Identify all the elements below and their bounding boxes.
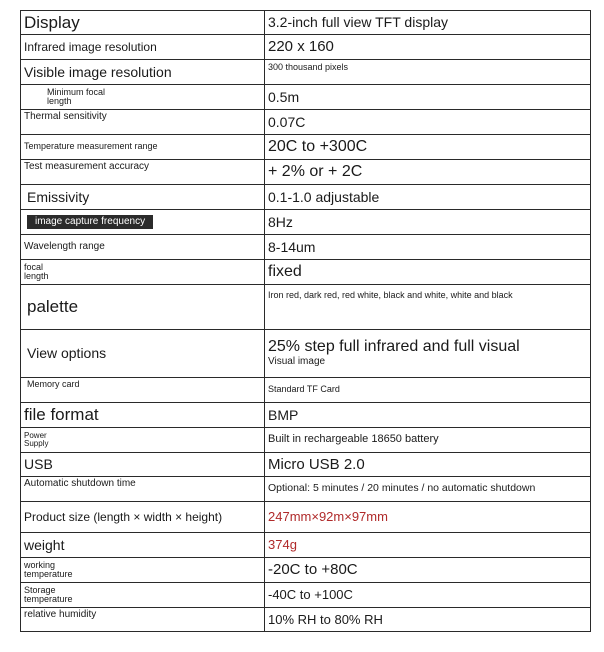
- spec-label: Power Supply: [21, 428, 265, 453]
- spec-label: palette: [21, 285, 265, 330]
- spec-label: Thermal sensitivity: [21, 110, 265, 135]
- spec-label: working temperature: [21, 558, 265, 583]
- spec-value: 3.2-inch full view TFT display: [265, 11, 591, 35]
- spec-label: Infrared image resolution: [21, 35, 265, 60]
- table-row: [21, 502, 591, 533]
- spec-value: -20C to +80C: [265, 558, 591, 583]
- spec-value: 0.1-1.0 adjustable: [265, 185, 591, 210]
- spec-value: BMP: [265, 403, 591, 428]
- highlighted-label: image capture frequency: [27, 215, 153, 230]
- spec-label: file format: [21, 403, 265, 428]
- table-row: [21, 330, 591, 378]
- table-row: [21, 160, 591, 185]
- spec-label: [21, 210, 265, 235]
- spec-value: Optional: 5 minutes / 20 minutes / no automatic shutdown: [265, 477, 591, 502]
- spec-label: Wavelength range: [21, 235, 265, 260]
- spec-label: USB: [21, 453, 265, 477]
- spec-label: Temperature measurement range: [21, 135, 265, 160]
- value-subtext: Visual image: [268, 356, 326, 368]
- spec-label: Test measurement accuracy: [21, 160, 265, 185]
- spec-value: + 2% or + 2C: [265, 160, 591, 185]
- spec-label: Display: [21, 11, 265, 35]
- spec-value: 8Hz: [265, 210, 591, 235]
- table-row: [21, 583, 591, 608]
- spec-label: relative humidity: [21, 608, 265, 632]
- spec-label: focal length: [21, 260, 265, 285]
- table-row: [21, 35, 591, 60]
- spec-value: fixed: [265, 260, 591, 285]
- spec-value: Iron red, dark red, red white, black and white, white and black: [265, 285, 591, 330]
- spec-label: Automatic shutdown time: [21, 477, 265, 502]
- spec-label: weight: [21, 533, 265, 558]
- table-row: [21, 453, 591, 477]
- table-row: [21, 608, 591, 632]
- table-row: [21, 428, 591, 453]
- spec-label: View options: [21, 330, 265, 378]
- table-row: [21, 60, 591, 85]
- spec-value: Micro USB 2.0: [265, 453, 591, 477]
- spec-value: 20C to +300C: [265, 135, 591, 160]
- table-row: [21, 11, 591, 35]
- spec-value: 8-14um: [265, 235, 591, 260]
- table-row: [21, 235, 591, 260]
- table-row: [21, 260, 591, 285]
- spec-label: Memory card: [21, 378, 265, 403]
- spec-label: Product size (length × width × height): [21, 502, 265, 533]
- table-row: [21, 558, 591, 583]
- table-row: [21, 135, 591, 160]
- table-row: [21, 378, 591, 403]
- table-row: [21, 110, 591, 135]
- spec-value: Standard TF Card: [265, 378, 591, 403]
- spec-label: Storage temperature: [21, 583, 265, 608]
- spec-value: 247mm×92m×97mm: [265, 502, 591, 533]
- spec-label: Visible image resolution: [21, 60, 265, 85]
- spec-value: 220 x 160: [265, 35, 591, 60]
- spec-label: Minimum focal length: [21, 85, 265, 110]
- table-row: [21, 477, 591, 502]
- table-row: [21, 285, 591, 330]
- spec-value: 300 thousand pixels: [265, 60, 591, 85]
- spec-value: 10% RH to 80% RH: [265, 608, 591, 632]
- spec-value: 25% step full infrared and full visual Visual image: [265, 330, 591, 378]
- spec-value: 374g: [265, 533, 591, 558]
- table-row: [21, 85, 591, 110]
- spec-value: Built in rechargeable 18650 battery: [265, 428, 591, 453]
- table-row: [21, 403, 591, 428]
- spec-label: Emissivity: [21, 185, 265, 210]
- spec-value: -40C to +100C: [265, 583, 591, 608]
- table-row: [21, 185, 591, 210]
- spec-table: [20, 10, 591, 632]
- spec-value: 0.5m: [265, 85, 591, 110]
- spec-value: 0.07C: [265, 110, 591, 135]
- table-row: [21, 210, 591, 235]
- table-row: [21, 533, 591, 558]
